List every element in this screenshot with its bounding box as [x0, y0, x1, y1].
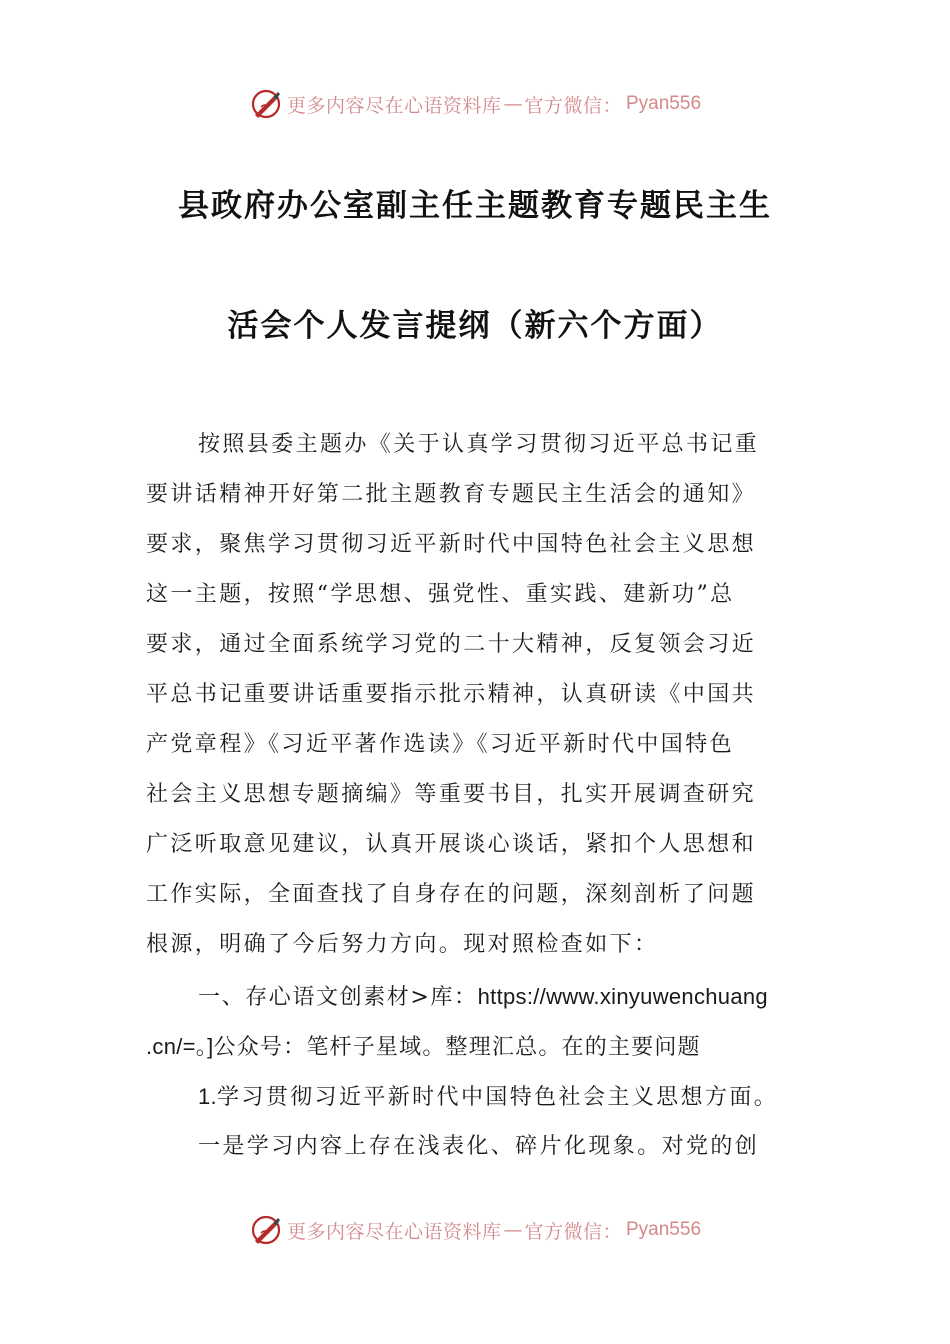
- paragraph-line: 广泛听取意见建议，认真开展谈心谈话，紧扣个人思想和: [146, 832, 757, 857]
- source-url: https://www.xinyuwenchuang: [477, 984, 768, 1009]
- paragraph-line: 社会主义思想专题摘编》等重要书目，扎实开展调查研究: [146, 782, 757, 807]
- paragraph-line: 要讲话精神开好第二批主题教育专题民主生活会的通知》: [146, 482, 757, 507]
- paragraph-line: 工作实际，全面查找了自身存在的问题，深刻剖析了问题: [146, 882, 757, 907]
- header-banner-wechat-id: Pyan556: [626, 93, 702, 114]
- section-heading-line-2: [146, 1030, 810, 1064]
- paragraph-line: 要求，聚焦学习贯彻习近平新时代中国特色社会主义思想: [146, 532, 757, 557]
- document-title-line-1: 县政府办公室副主任主题教育专题民主生: [178, 188, 772, 224]
- footer-banner-separator: —: [503, 1219, 523, 1241]
- source-url-tail: .cn/=。]: [146, 1034, 214, 1059]
- paragraph-line: 这一主题，按照“学思想、强党性、重实践、建新功”总: [146, 582, 735, 607]
- subsection-number: 1.: [198, 1084, 217, 1109]
- footer-banner-text: 更多内容尽在心语资料库: [286, 1220, 502, 1243]
- paragraph-line: 根源，明确了今后努力方向。现对照检查如下：: [146, 932, 659, 957]
- paragraph-line: 要求，通过全面系统学习党的二十大精神，反复领会习近: [146, 632, 757, 657]
- header-banner-text: 更多内容尽在心语资料库: [286, 94, 502, 117]
- pen-logo-icon: [249, 87, 283, 121]
- section-heading-line-1: [146, 980, 810, 1014]
- document-title-line-2: 活会个人发言提纲（新六个方面）: [227, 308, 723, 344]
- paragraph-line: 平总书记重要讲话重要指示批示精神，认真研读《中国共: [146, 682, 757, 707]
- pen-logo-icon: [249, 1213, 283, 1247]
- footer-banner: [0, 1210, 950, 1250]
- footer-banner-official: 官方微信：: [524, 1220, 622, 1243]
- section-heading-continued: 公众号：笔杆子星域。整理汇总。在的主要问题: [213, 1035, 701, 1060]
- paragraph-line: 按照县委主题办《关于认真学习贯彻习近平总书记重: [198, 432, 760, 457]
- header-banner: [0, 84, 950, 124]
- section-heading-text: 一、存心语文创素材>库：: [198, 985, 478, 1010]
- subsection-heading: [146, 1080, 810, 1114]
- header-banner-official: 官方微信：: [524, 94, 622, 117]
- footer-banner-wechat-id: Pyan556: [626, 1219, 702, 1240]
- paragraph-line: 产党章程》《习近平著作选读》《习近平新时代中国特色: [146, 732, 735, 757]
- subsection-title: 学习贯彻习近平新时代中国特色社会主义思想方面。: [216, 1085, 779, 1110]
- paragraph-line: 一是学习内容上存在浅表化、碎片化现象。对党的创: [198, 1134, 760, 1159]
- header-banner-separator: —: [503, 93, 523, 115]
